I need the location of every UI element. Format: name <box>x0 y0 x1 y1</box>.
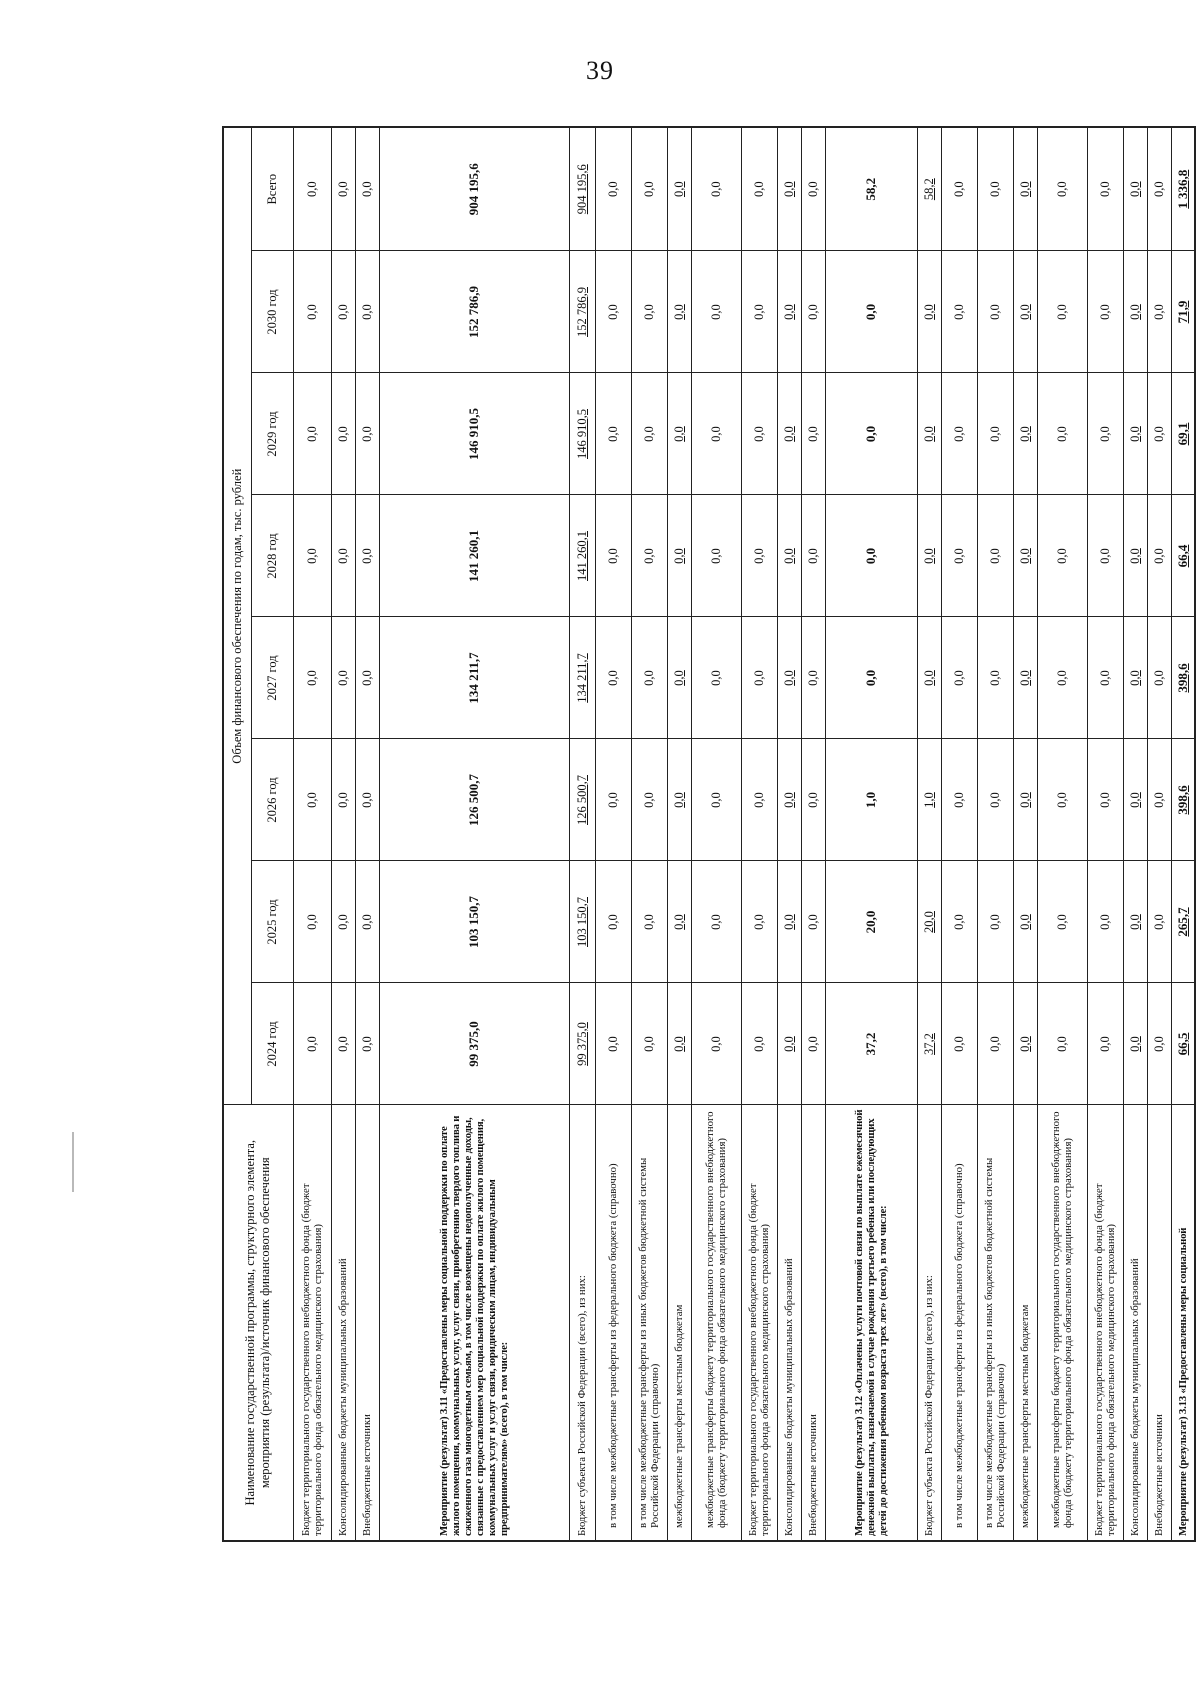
year-value-cell: 0,0 <box>355 739 379 861</box>
year-value-cell: 0,0 <box>1013 617 1037 739</box>
year-value-cell: 0,0 <box>595 739 631 861</box>
year-value-cell: 0,0 <box>941 373 977 495</box>
year-value-cell: 0,0 <box>667 983 691 1105</box>
row-label-cell: Бюджет территориального государственного внебюджетного фонда (бюджет территориального фонда обязательного медицинского страхования) <box>293 1105 331 1541</box>
year-value-cell: 0,0 <box>293 739 331 861</box>
year-value-cell: 0,0 <box>941 983 977 1105</box>
total-value-cell: 0,0 <box>777 127 801 251</box>
year-value-cell: 0,0 <box>941 617 977 739</box>
year-value-cell: 0,0 <box>1087 495 1123 617</box>
year-value-cell: 0,0 <box>977 373 1013 495</box>
row-label-cell: Консолидированные бюджеты муниципальных образований <box>1123 1105 1147 1541</box>
year-value-cell: 1,0 <box>825 739 917 861</box>
year-value-cell: 0,0 <box>631 495 667 617</box>
total-value-cell: 0,0 <box>1123 127 1147 251</box>
year-value-cell: 0,0 <box>1147 983 1171 1105</box>
year-value-cell: 0,0 <box>1123 373 1147 495</box>
year-value-cell: 0,0 <box>1013 495 1037 617</box>
year-value-cell: 0,0 <box>741 983 777 1105</box>
total-header: Всего <box>251 127 293 251</box>
year-value-cell: 0,0 <box>595 983 631 1105</box>
row-label-cell: Внебюджетные источники <box>801 1105 825 1541</box>
year-value-cell: 0,0 <box>741 495 777 617</box>
year-value-cell: 0,0 <box>777 495 801 617</box>
year-value-cell: 1,0 <box>917 739 941 861</box>
year-value-cell: 0,0 <box>1147 373 1171 495</box>
year-value-cell: 0,0 <box>941 495 977 617</box>
year-value-cell: 0,0 <box>777 617 801 739</box>
year-value-cell: 0,0 <box>977 617 1013 739</box>
year-value-cell: 0,0 <box>331 617 355 739</box>
year-value-cell: 0,0 <box>777 373 801 495</box>
year-value-cell: 0,0 <box>331 739 355 861</box>
table-row <box>1147 127 1171 1541</box>
year-value-cell: 0,0 <box>331 983 355 1105</box>
table-row <box>741 127 777 1541</box>
table-row <box>1037 127 1087 1541</box>
year-header: 2029 год <box>251 373 293 495</box>
year-value-cell: 0,0 <box>631 617 667 739</box>
year-value-cell: 0,0 <box>631 861 667 983</box>
year-value-cell: 0,0 <box>941 739 977 861</box>
year-value-cell: 0,0 <box>1147 495 1171 617</box>
year-value-cell: 0,0 <box>917 251 941 373</box>
row-label-cell: в том числе межбюджетные трансферты из федерального бюджета (справочно) <box>941 1105 977 1541</box>
year-value-cell: 0,0 <box>331 861 355 983</box>
year-value-cell: 0,0 <box>691 617 741 739</box>
total-value-cell: 0,0 <box>355 127 379 251</box>
year-value-cell: 0,0 <box>917 495 941 617</box>
table-row <box>977 127 1013 1541</box>
year-header: 2026 год <box>251 739 293 861</box>
year-value-cell: 0,0 <box>825 495 917 617</box>
year-value-cell: 0,0 <box>1087 739 1123 861</box>
year-value-cell: 0,0 <box>331 373 355 495</box>
year-header: 2030 год <box>251 251 293 373</box>
year-value-cell: 0,0 <box>1037 983 1087 1105</box>
year-value-cell: 20,0 <box>825 861 917 983</box>
year-value-cell: 0,0 <box>1037 739 1087 861</box>
year-value-cell: 0,0 <box>1037 495 1087 617</box>
year-value-cell: 0,0 <box>1123 739 1147 861</box>
year-value-cell: 0,0 <box>777 739 801 861</box>
table-row <box>379 127 569 1541</box>
year-value-cell: 0,0 <box>801 739 825 861</box>
total-value-cell: 0,0 <box>631 127 667 251</box>
total-value-cell: 904 195,6 <box>379 127 569 251</box>
row-label-cell: межбюджетные трансферты бюджету территориального государственного внебюджетного фонда (бюджету территориального фонда обязательного медицинского страхования) <box>691 1105 741 1541</box>
year-value-cell: 103 150,7 <box>379 861 569 983</box>
year-value-cell: 0,0 <box>1037 861 1087 983</box>
year-value-cell: 0,0 <box>595 617 631 739</box>
table-body <box>293 127 1195 1541</box>
year-value-cell: 0,0 <box>331 251 355 373</box>
year-value-cell: 20,0 <box>917 861 941 983</box>
total-value-cell: 58,2 <box>825 127 917 251</box>
year-value-cell: 0,0 <box>1147 251 1171 373</box>
year-value-cell: 0,0 <box>917 373 941 495</box>
table-row <box>355 127 379 1541</box>
year-value-cell: 0,0 <box>801 495 825 617</box>
financing-table <box>222 126 1196 1542</box>
total-value-cell: 0,0 <box>1147 127 1171 251</box>
year-value-cell: 0,0 <box>667 861 691 983</box>
year-value-cell: 0,0 <box>667 495 691 617</box>
year-value-cell: 0,0 <box>777 861 801 983</box>
year-value-cell: 0,0 <box>1087 983 1123 1105</box>
year-value-cell: 0,0 <box>293 617 331 739</box>
year-value-cell: 0,0 <box>941 861 977 983</box>
scan-mark <box>72 1132 74 1192</box>
year-header: 2028 год <box>251 495 293 617</box>
year-value-cell: 0,0 <box>825 251 917 373</box>
row-label-cell: межбюджетные трансферты местным бюджетам <box>667 1105 691 1541</box>
row-label-cell: в том числе межбюджетные трансферты из иных бюджетов бюджетной системы Российской Федерации (справочно) <box>631 1105 667 1541</box>
year-value-cell: 0,0 <box>1147 617 1171 739</box>
year-value-cell: 152 786,9 <box>379 251 569 373</box>
row-label-cell: межбюджетные трансферты местным бюджетам <box>1013 1105 1037 1541</box>
row-label-cell: Консолидированные бюджеты муниципальных образований <box>777 1105 801 1541</box>
year-value-cell: 0,0 <box>1087 617 1123 739</box>
rotated-table-container <box>222 128 1190 1542</box>
row-label-cell: в том числе межбюджетные трансферты из федерального бюджета (справочно) <box>595 1105 631 1541</box>
year-value-cell: 0,0 <box>1087 861 1123 983</box>
total-value-cell: 0,0 <box>595 127 631 251</box>
row-label-cell: Мероприятие (результат) 3.11 «Предоставлены меры социальной поддержки по оплате жилого помещения, коммунальных услуг, услуг связи, приобретению твердого топлива и сжиженного газа многодетным семьям, в том числе возмещены недополученные доходы, связанные с предоставлением мер социальной поддержки по оплате жилого помещения, коммунальных услуг и услуг связи, юридическим лицам, индивидуальным предпринимателям» (всего), в том числе: <box>379 1105 569 1541</box>
table-row <box>293 127 331 1541</box>
total-value-cell: 904 195,6 <box>569 127 595 251</box>
row-label-cell: Внебюджетные источники <box>1147 1105 1171 1541</box>
year-value-cell: 265,7 <box>1171 861 1195 983</box>
year-value-cell: 0,0 <box>977 861 1013 983</box>
year-value-cell: 0,0 <box>331 495 355 617</box>
year-value-cell: 0,0 <box>741 739 777 861</box>
year-value-cell: 0,0 <box>631 373 667 495</box>
year-value-cell: 0,0 <box>293 861 331 983</box>
table-row <box>569 127 595 1541</box>
page-number: 39 <box>586 56 614 85</box>
total-value-cell: 0,0 <box>1037 127 1087 251</box>
year-value-cell: 0,0 <box>1087 251 1123 373</box>
year-value-cell: 0,0 <box>1123 617 1147 739</box>
year-value-cell: 0,0 <box>777 251 801 373</box>
year-header: 2025 год <box>251 861 293 983</box>
year-value-cell: 146 910,5 <box>569 373 595 495</box>
table-row <box>1123 127 1147 1541</box>
year-value-cell: 0,0 <box>801 373 825 495</box>
year-value-cell: 0,0 <box>917 617 941 739</box>
total-value-cell: 0,0 <box>941 127 977 251</box>
total-value-cell: 0,0 <box>977 127 1013 251</box>
year-value-cell: 0,0 <box>801 861 825 983</box>
year-value-cell: 69,1 <box>1171 373 1195 495</box>
row-label-cell: Бюджет субъекта Российской Федерации (всего), из них: <box>917 1105 941 1541</box>
total-value-cell: 0,0 <box>1087 127 1123 251</box>
year-value-cell: 0,0 <box>355 861 379 983</box>
year-value-cell: 0,0 <box>667 617 691 739</box>
year-value-cell: 0,0 <box>1013 251 1037 373</box>
year-value-cell: 134 211,7 <box>569 617 595 739</box>
year-value-cell: 0,0 <box>801 251 825 373</box>
year-value-cell: 37,2 <box>917 983 941 1105</box>
year-value-cell: 0,0 <box>741 861 777 983</box>
year-value-cell: 103 150,7 <box>569 861 595 983</box>
total-value-cell: 0,0 <box>667 127 691 251</box>
row-label-cell: Внебюджетные источники <box>355 1105 379 1541</box>
year-value-cell: 0,0 <box>741 373 777 495</box>
year-value-cell: 0,0 <box>631 251 667 373</box>
year-value-cell: 0,0 <box>631 739 667 861</box>
table-row <box>941 127 977 1541</box>
year-value-cell: 126 500,7 <box>569 739 595 861</box>
table-row <box>1171 127 1195 1541</box>
year-value-cell: 99 375,0 <box>569 983 595 1105</box>
year-value-cell: 0,0 <box>355 251 379 373</box>
year-value-cell: 141 260,1 <box>569 495 595 617</box>
row-label-cell: Мероприятие (результат) 3.12 «Оплачены услуги почтовой связи по выплате ежемесячной денежной выплаты, назначаемой в случае рождения третьего ребенка или последующих детей до достижения ребенком возраста трех лет» (всего), в том числе: <box>825 1105 917 1541</box>
row-label-cell: в том числе межбюджетные трансферты из иных бюджетов бюджетной системы Российской Федерации (справочно) <box>977 1105 1013 1541</box>
year-value-cell: 152 786,9 <box>569 251 595 373</box>
year-value-cell: 146 910,5 <box>379 373 569 495</box>
total-value-cell: 0,0 <box>1013 127 1037 251</box>
year-value-cell: 0,0 <box>1123 495 1147 617</box>
year-value-cell: 0,0 <box>1123 861 1147 983</box>
year-value-cell: 126 500,7 <box>379 739 569 861</box>
table-row <box>777 127 801 1541</box>
year-value-cell: 0,0 <box>293 251 331 373</box>
year-value-cell: 0,0 <box>595 861 631 983</box>
total-value-cell: 0,0 <box>691 127 741 251</box>
year-value-cell: 0,0 <box>691 739 741 861</box>
year-value-cell: 0,0 <box>977 251 1013 373</box>
row-label-cell: Бюджет субъекта Российской Федерации (всего), из них: <box>569 1105 595 1541</box>
table-row <box>331 127 355 1541</box>
year-value-cell: 0,0 <box>691 373 741 495</box>
table-row <box>1087 127 1123 1541</box>
year-header: 2027 год <box>251 617 293 739</box>
year-value-cell: 0,0 <box>691 983 741 1105</box>
year-value-cell: 99 375,0 <box>379 983 569 1105</box>
total-value-cell: 0,0 <box>741 127 777 251</box>
year-value-cell: 0,0 <box>1013 861 1037 983</box>
year-value-cell: 0,0 <box>1013 373 1037 495</box>
year-value-cell: 0,0 <box>777 983 801 1105</box>
year-value-cell: 0,0 <box>667 251 691 373</box>
year-value-cell: 0,0 <box>741 251 777 373</box>
table-row <box>1013 127 1037 1541</box>
header-group-cell: Объем финансового обеспечения по годам, тыс. рублей <box>223 127 251 1105</box>
year-value-cell: 0,0 <box>941 251 977 373</box>
year-value-cell: 134 211,7 <box>379 617 569 739</box>
year-value-cell: 71,9 <box>1171 251 1195 373</box>
year-header: 2024 год <box>251 983 293 1105</box>
year-value-cell: 0,0 <box>1123 983 1147 1105</box>
year-value-cell: 0,0 <box>691 251 741 373</box>
year-value-cell: 0,0 <box>631 983 667 1105</box>
year-value-cell: 0,0 <box>1087 373 1123 495</box>
year-value-cell: 0,0 <box>801 617 825 739</box>
year-value-cell: 0,0 <box>595 251 631 373</box>
year-value-cell: 0,0 <box>1013 739 1037 861</box>
total-value-cell: 0,0 <box>331 127 355 251</box>
year-value-cell: 141 260,1 <box>379 495 569 617</box>
table-row <box>691 127 741 1541</box>
total-value-cell: 58,2 <box>917 127 941 251</box>
year-value-cell: 0,0 <box>691 495 741 617</box>
year-value-cell: 0,0 <box>355 495 379 617</box>
year-value-cell: 0,0 <box>1123 251 1147 373</box>
year-value-cell: 0,0 <box>825 617 917 739</box>
year-value-cell: 0,0 <box>741 617 777 739</box>
year-value-cell: 0,0 <box>293 373 331 495</box>
table-row <box>631 127 667 1541</box>
row-label-cell: Бюджет территориального государственного внебюджетного фонда (бюджет территориального фонда обязательного медицинского страхования) <box>741 1105 777 1541</box>
table-row <box>825 127 917 1541</box>
year-value-cell: 0,0 <box>1037 251 1087 373</box>
year-value-cell: 0,0 <box>355 373 379 495</box>
year-value-cell: 0,0 <box>355 983 379 1105</box>
header-name-cell: Наименование государственной программы, структурного элемента, мероприятия (результата)/источник финансового обеспечения <box>223 1105 293 1541</box>
year-value-cell: 0,0 <box>825 373 917 495</box>
row-label-cell: Консолидированные бюджеты муниципальных образований <box>331 1105 355 1541</box>
year-value-cell: 398,6 <box>1171 617 1195 739</box>
total-value-cell: 1 336,8 <box>1171 127 1195 251</box>
table-row <box>595 127 631 1541</box>
year-value-cell: 0,0 <box>355 617 379 739</box>
year-value-cell: 0,0 <box>293 495 331 617</box>
year-value-cell: 0,0 <box>801 983 825 1105</box>
year-value-cell: 0,0 <box>595 373 631 495</box>
row-label-cell: межбюджетные трансферты бюджету территориального государственного внебюджетного фонда (бюджету территориального фонда обязательного медицинского страхования) <box>1037 1105 1087 1541</box>
row-label-cell: Мероприятие (результат) 3.13 «Предоставлены меры социальной <box>1171 1105 1195 1541</box>
total-value-cell: 0,0 <box>801 127 825 251</box>
table-row <box>801 127 825 1541</box>
year-value-cell: 66,5 <box>1171 983 1195 1105</box>
year-value-cell: 0,0 <box>1037 617 1087 739</box>
year-value-cell: 0,0 <box>293 983 331 1105</box>
year-value-cell: 0,0 <box>1147 861 1171 983</box>
total-value-cell: 0,0 <box>293 127 331 251</box>
table-row <box>917 127 941 1541</box>
year-value-cell: 0,0 <box>1147 739 1171 861</box>
year-value-cell: 0,0 <box>977 495 1013 617</box>
year-value-cell: 0,0 <box>595 495 631 617</box>
year-value-cell: 37,2 <box>825 983 917 1105</box>
year-value-cell: 0,0 <box>1013 983 1037 1105</box>
year-value-cell: 0,0 <box>667 739 691 861</box>
year-value-cell: 0,0 <box>1037 373 1087 495</box>
year-value-cell: 398,6 <box>1171 739 1195 861</box>
year-value-cell: 0,0 <box>667 373 691 495</box>
year-value-cell: 0,0 <box>977 739 1013 861</box>
year-value-cell: 66,4 <box>1171 495 1195 617</box>
table-row <box>667 127 691 1541</box>
row-label-cell: Бюджет территориального государственного внебюджетного фонда (бюджет территориального фонда обязательного медицинского страхования) <box>1087 1105 1123 1541</box>
year-value-cell: 0,0 <box>977 983 1013 1105</box>
year-value-cell: 0,0 <box>691 861 741 983</box>
